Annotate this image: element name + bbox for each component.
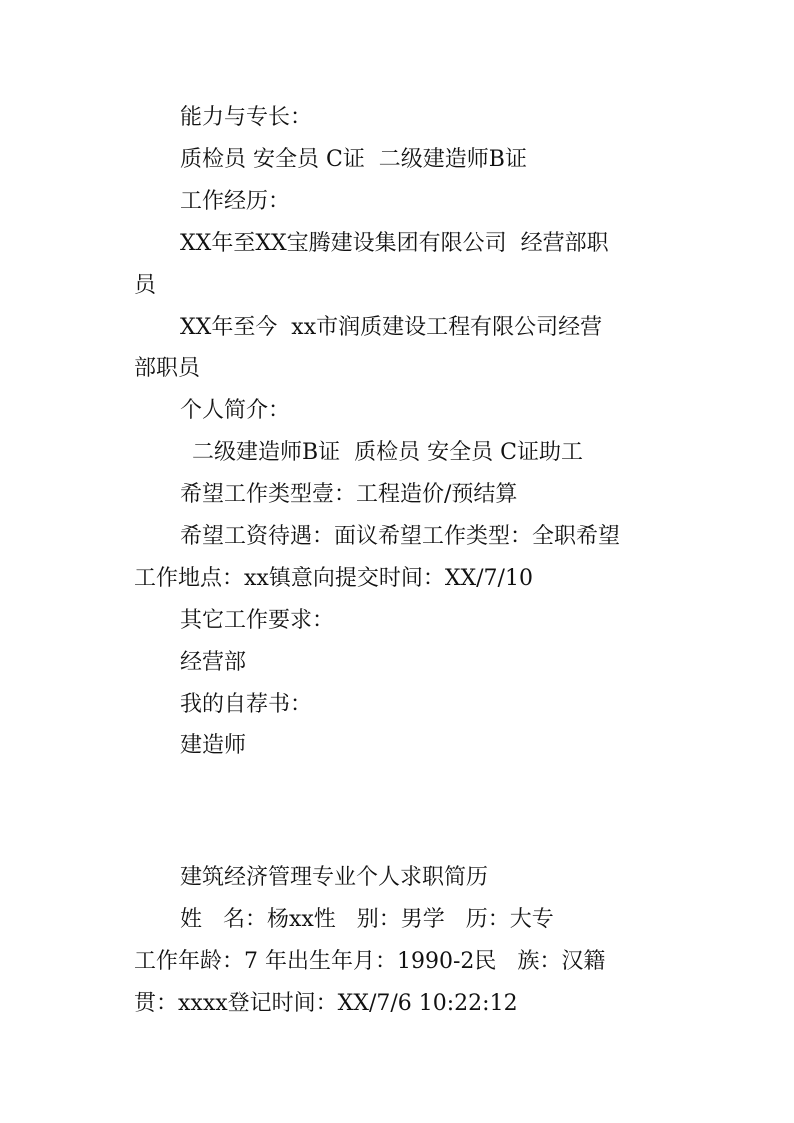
other-requirements-value: 经营部 <box>180 650 247 675</box>
intro-value: 二级建造师B证 质检员 安全员 C证助工 <box>192 440 583 465</box>
resume-title: 建筑经济管理专业个人求职简历 <box>180 865 489 890</box>
basic-info-line2: 工作年龄：7 年出生年月：1990-2民 族：汉籍 <box>134 949 606 974</box>
desired-salary-line1: 希望工资待遇：面议希望工作类型：全职希望 <box>180 524 621 549</box>
experience-2-line1: XX年至今 xx市润质建设工程有限公司经营 <box>180 315 603 340</box>
skills-heading: 能力与专长： <box>180 105 313 130</box>
experience-2-line2: 部职员 <box>134 356 201 381</box>
self-recommendation-heading: 我的自荐书： <box>180 692 313 717</box>
basic-info-line3: 贯：xxxx登记时间：XX/7/6 10:22:12 <box>134 991 518 1016</box>
experience-1-line1: XX年至XX宝腾建设集团有限公司 经营部职 <box>180 231 609 256</box>
basic-info-line1: 姓 名：杨xx性 别：男学 历：大专 <box>180 907 554 932</box>
experience-1-line2: 员 <box>134 273 157 298</box>
desired-job-type: 希望工作类型壹：工程造价/预结算 <box>180 482 518 507</box>
other-requirements-heading: 其它工作要求： <box>180 608 335 633</box>
skills-value: 质检员 安全员 C证 二级建造师B证 <box>180 147 527 172</box>
self-recommendation-value: 建造师 <box>180 733 247 758</box>
desired-salary-line2: 工作地点：xx镇意向提交时间：XX/7/10 <box>134 566 533 591</box>
intro-heading: 个人简介： <box>180 398 291 423</box>
experience-heading: 工作经历： <box>180 189 291 214</box>
